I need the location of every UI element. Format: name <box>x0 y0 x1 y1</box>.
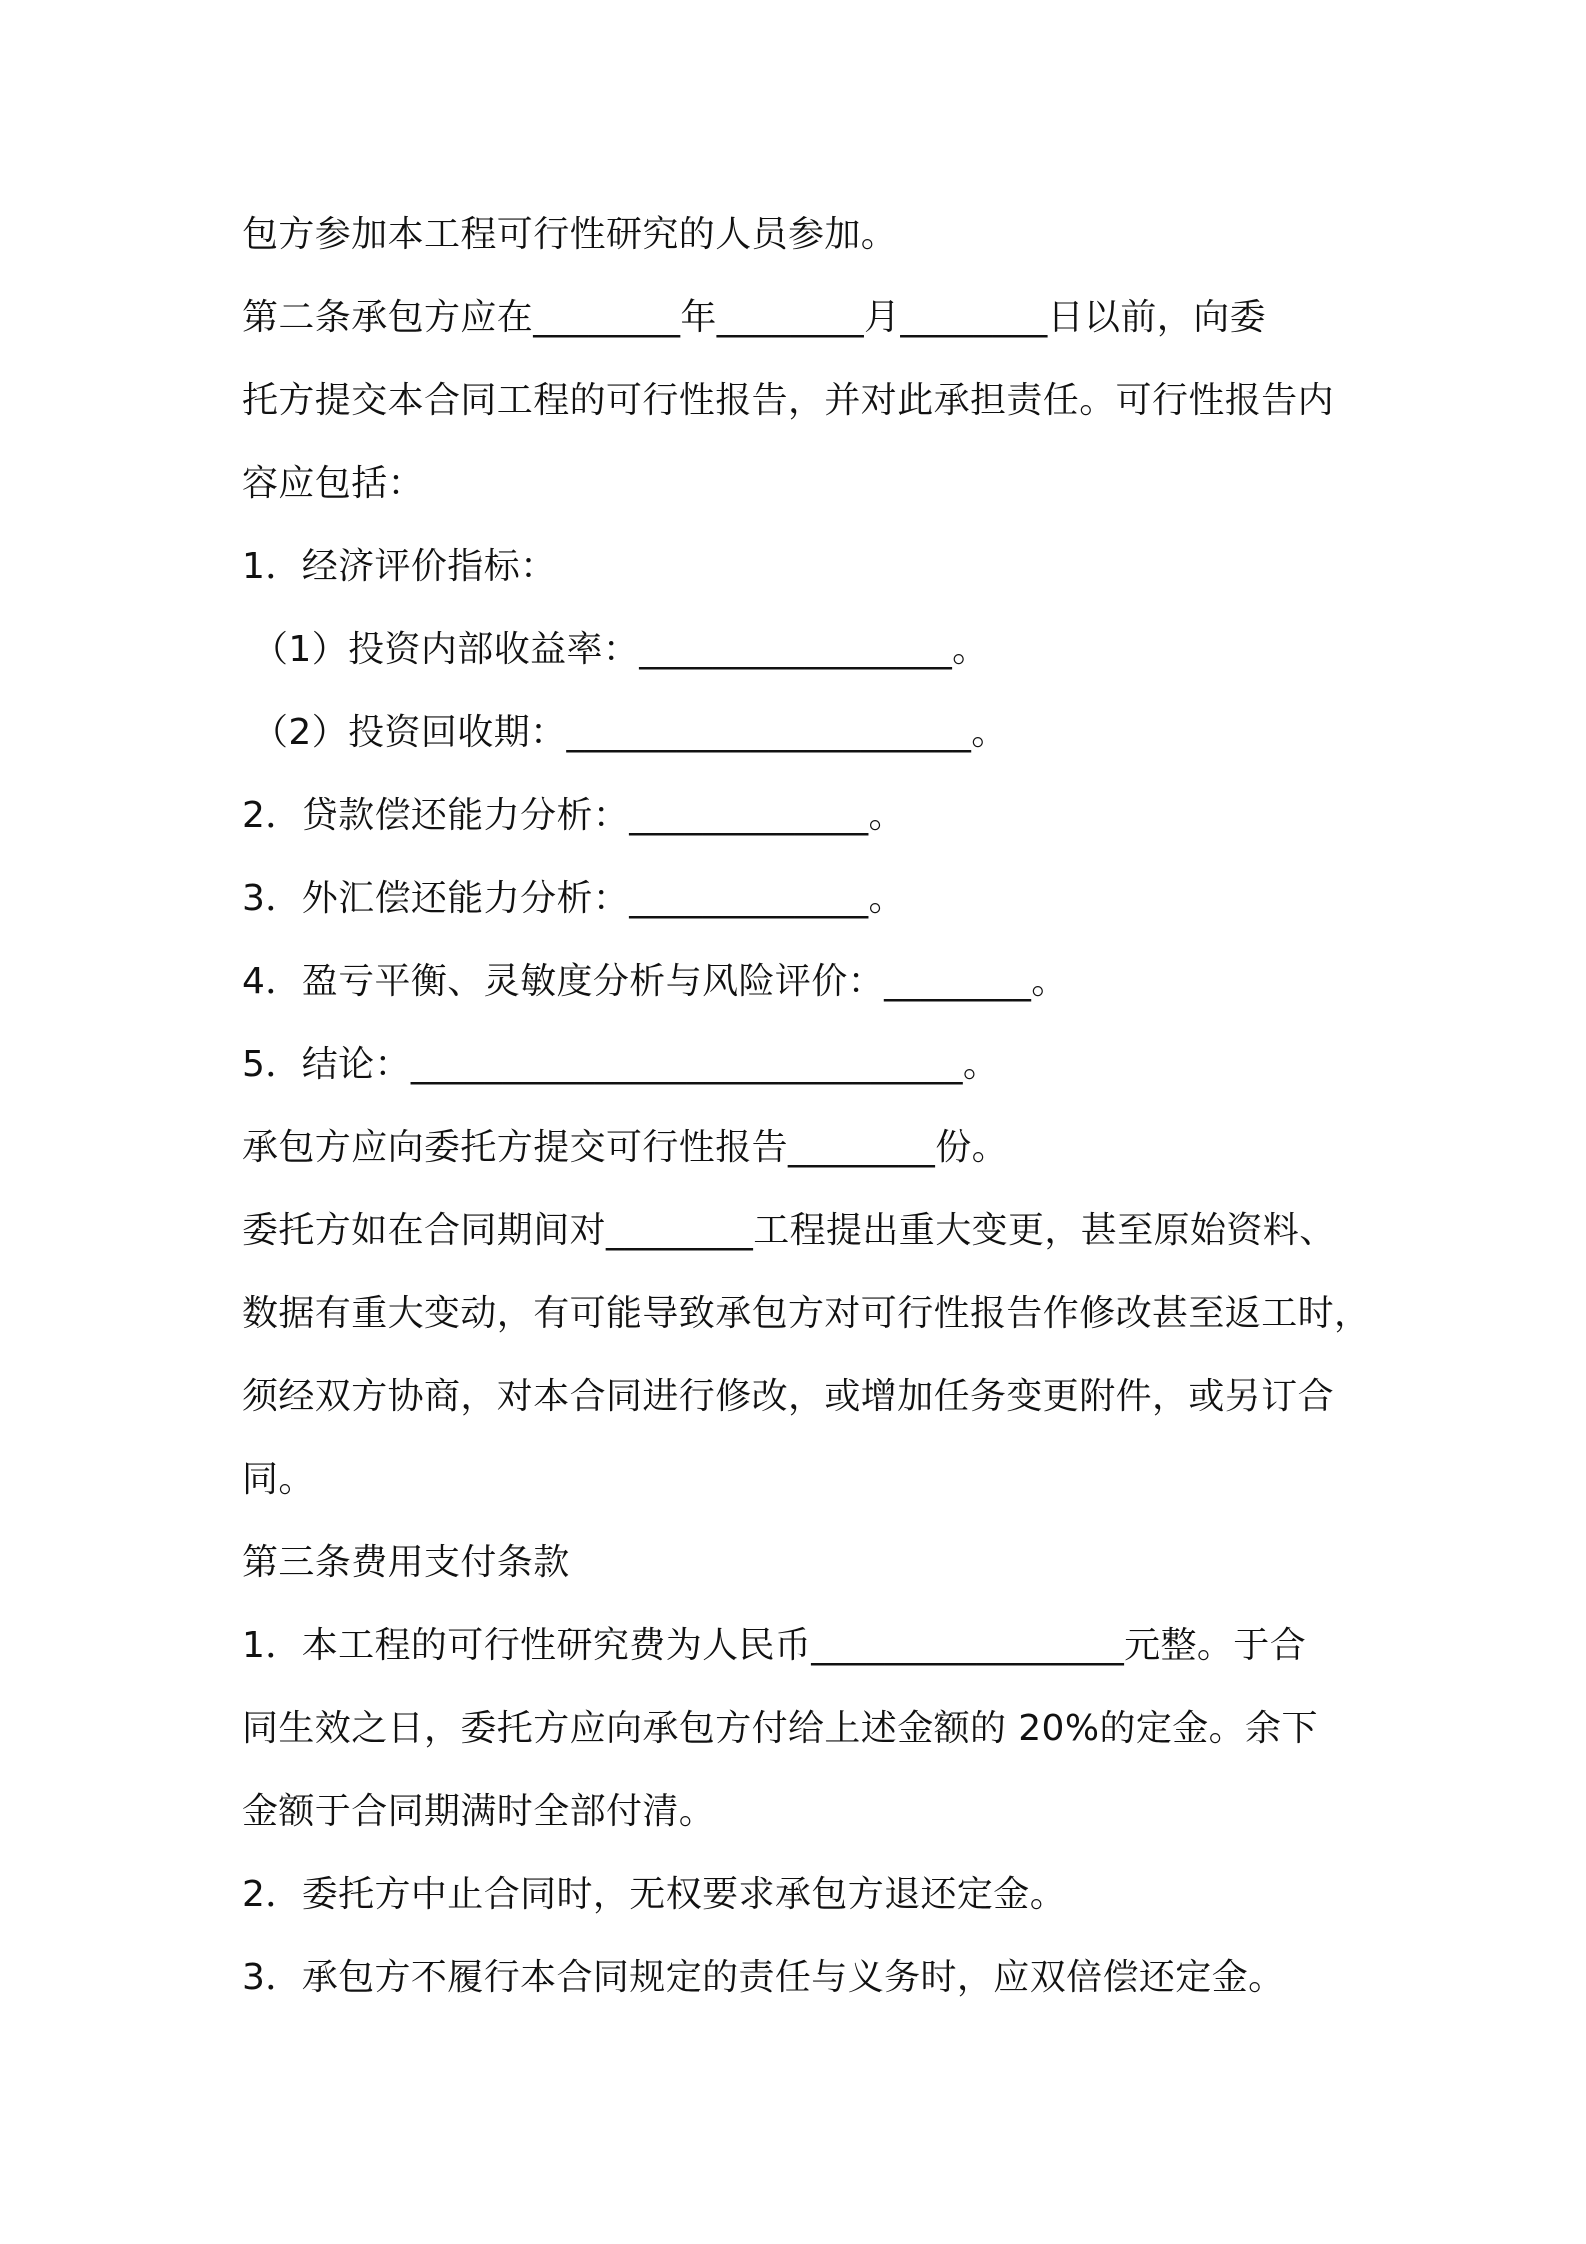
text-line: 委托方如在合同期间对________工程提出重大变更，甚至原始资料、 <box>242 1210 1336 1251</box>
section-heading: 第三条费用支付条款 <box>242 1542 570 1583</box>
list-item: 5．结论：______________________________。 <box>242 1044 1000 1085</box>
text-line: 第二条承包方应在________年________月________日以前，向委 <box>242 297 1266 338</box>
text-line: 包方参加本工程可行性研究的人员参加。 <box>242 214 898 255</box>
list-item: 3．外汇偿还能力分析：_____________。 <box>242 878 905 919</box>
text-line: 数据有重大变动，有可能导致承包方对可行性报告作修改甚至返工时， <box>242 1293 1371 1334</box>
text-line: 同生效之日，委托方应向承包方付给上述金额的 20%的定金。余下 <box>242 1708 1318 1749</box>
text-line: 承包方应向委托方提交可行性报告________份。 <box>242 1127 1009 1168</box>
list-item: 1．本工程的可行性研究费为人民币_________________元整。于合 <box>242 1625 1307 1666</box>
list-item: 4．盈亏平衡、灵敏度分析与风险评价：________。 <box>242 961 1068 1002</box>
text-line: 托方提交本合同工程的可行性报告，并对此承担责任。可行性报告内 <box>242 380 1335 421</box>
list-subitem: （1）投资内部收益率：_________________。 <box>252 629 989 670</box>
text-line: 容应包括： <box>242 463 425 504</box>
text-line: 须经双方协商，对本合同进行修改，或增加任务变更附件，或另订合 <box>242 1376 1335 1417</box>
list-item: 3．承包方不履行本合同规定的责任与义务时，应双倍偿还定金。 <box>242 1957 1285 1998</box>
text-line: 金额于合同期满时全部付清。 <box>242 1791 716 1832</box>
text-line: 同。 <box>242 1459 315 1500</box>
list-subitem: （2）投资回收期：______________________。 <box>252 712 1008 753</box>
list-item: 2．贷款偿还能力分析：_____________。 <box>242 795 905 836</box>
list-item: 2．委托方中止合同时，无权要求承包方退还定金。 <box>242 1874 1067 1915</box>
list-item: 1．经济评价指标： <box>242 546 557 587</box>
